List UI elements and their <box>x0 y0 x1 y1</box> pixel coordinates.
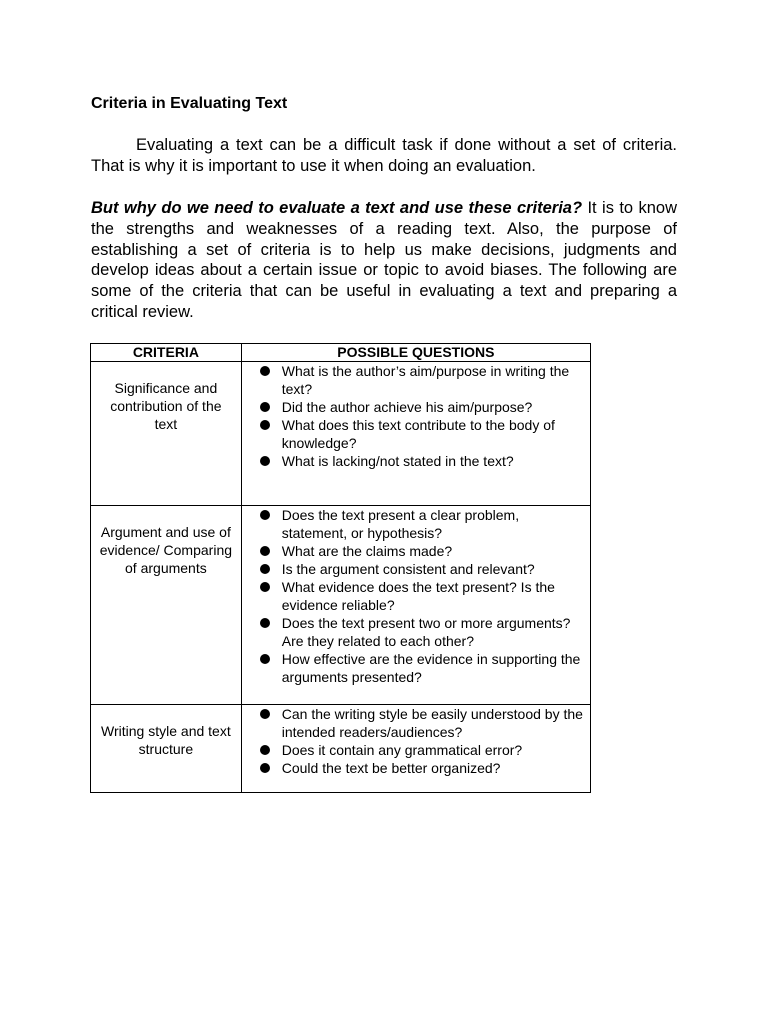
question-text: What does this text contribute to the body of knowledge? <box>281 417 555 451</box>
list-item <box>242 542 584 560</box>
bullet-icon <box>260 582 270 592</box>
bullet-icon <box>260 709 270 719</box>
bullet-icon <box>260 366 270 376</box>
bullet-icon <box>260 456 270 466</box>
bullet-icon <box>260 618 270 628</box>
criterion-cell: Argument and use of evidence/ Comparing of arguments <box>91 506 242 705</box>
question-list <box>242 506 590 686</box>
question-list <box>242 705 590 777</box>
question-text: What is lacking/not stated in the text? <box>281 453 514 469</box>
criteria-table <box>90 343 591 793</box>
question-text: Did the author achieve his aim/purpose? <box>281 399 533 415</box>
bullet-icon <box>260 654 270 664</box>
list-item <box>242 416 584 452</box>
list-item <box>242 560 584 578</box>
question-text: Does it contain any grammatical error? <box>281 742 523 758</box>
table-row <box>91 506 591 705</box>
document-title: Criteria in Evaluating Text <box>91 95 288 112</box>
list-item <box>242 614 584 650</box>
list-item <box>242 398 584 416</box>
intro-paragraph: Evaluating a text can be a difficult task if done without a set of criteria. That is why it is important to use it when doing an evaluation. <box>91 136 677 175</box>
question-text: Could the text be better organized? <box>281 760 501 776</box>
question-text: What is the author’s aim/purpose in writing the text? <box>281 363 570 397</box>
questions-cell <box>241 506 590 705</box>
bullet-icon <box>260 745 270 755</box>
question-text: Does the text present a clear problem, statement, or hypothesis? <box>281 507 520 541</box>
bullet-icon <box>260 402 270 412</box>
bullet-icon <box>260 763 270 773</box>
question-list <box>242 362 590 470</box>
criterion-cell: Significance and contribution of the text <box>91 362 242 506</box>
question-text: Can the writing style be easily understood by the intended readers/audiences? <box>281 706 583 740</box>
list-item <box>242 759 584 777</box>
purpose-text: It is to know the strengths and weaknesses of a reading text. Also, the purpose of establishing a set of criteria is to help us make decisions, judgments and develop ideas about a certain issue or topic to avoid biases. The following are some of the criteria that can be useful in evaluating a text and preparing a critical review. <box>91 199 678 321</box>
questions-column-header: POSSIBLE QUESTIONS <box>241 344 590 362</box>
list-item <box>242 506 584 542</box>
questions-cell <box>241 705 590 793</box>
list-item <box>242 741 584 759</box>
bullet-icon <box>260 564 270 574</box>
question-text: Does the text present two or more arguments? Are they related to each other? <box>281 615 571 649</box>
table-row <box>91 705 591 793</box>
bullet-icon <box>260 510 270 520</box>
list-item <box>242 578 584 614</box>
question-text: How effective are the evidence in supporting the arguments presented? <box>281 651 581 685</box>
purpose-paragraph <box>91 198 677 323</box>
criterion-cell: Writing style and text structure <box>91 705 242 793</box>
purpose-question: But why do we need to evaluate a text and use these criteria? <box>91 199 583 217</box>
bullet-icon <box>260 420 270 430</box>
list-item <box>242 362 584 398</box>
table-row <box>91 362 591 506</box>
question-text: What are the claims made? <box>281 543 453 559</box>
question-text: What evidence does the text present? Is the evidence reliable? <box>281 579 555 613</box>
criteria-column-header: CRITERIA <box>91 344 242 362</box>
question-text: Is the argument consistent and relevant? <box>281 561 535 577</box>
list-item <box>242 650 584 686</box>
questions-cell <box>241 362 590 506</box>
table-header-row <box>91 344 591 362</box>
list-item <box>242 452 584 470</box>
list-item <box>242 705 584 741</box>
bullet-icon <box>260 546 270 556</box>
